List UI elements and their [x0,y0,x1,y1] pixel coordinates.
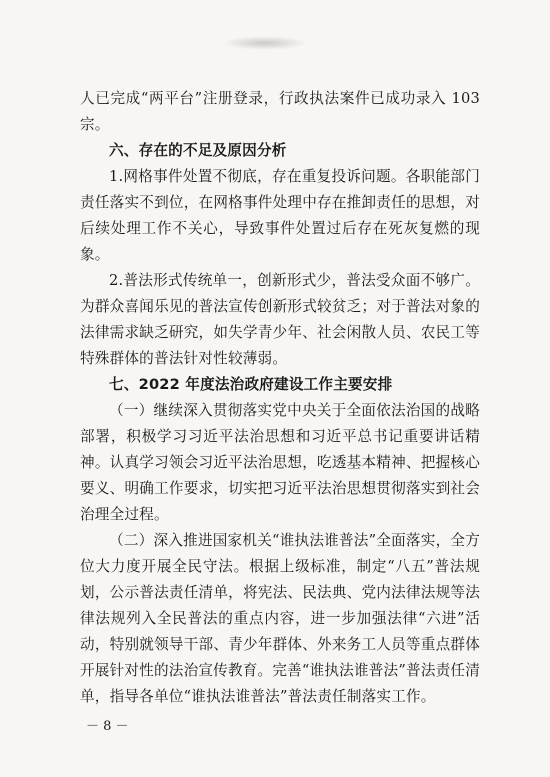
document-body [80,86,480,710]
paragraph-item-1: （一）继续深入贯彻落实党中央关于全面依法治国的战略部署，积极学习习近平法治思想和习近平总书记重要讲话精神。认真学习领会习近平法治思想，吃透基本精神、把握核心要义、明确工作要求，切实把习近平法治思想贯彻落实到社会治理全过程。 [80,402,480,523]
scan-smudge [222,36,308,50]
paragraph-grid-events: 1.网格事件处置不彻底，存在重复投诉问题。各职能部门责任落实不到位，在网格事件处理中存在推卸责任的思想，对后续处理工作不关心，导致事件处置过后存在死灰复燃的现象。 [80,168,480,263]
paragraph-continuation: 人已完成“两平台”注册登录，行政执法案件已成功录入 103 宗。 [80,90,480,133]
paragraph-item-2: （二）深入推进国家机关“谁执法谁普法”全面落实，全方位大力度开展全民守法。根据上级标准，制定“八五”普法规划，公示普法责任清单，将宪法、民法典、党内法律法规等法律法规列入全民普法的重点内容，进一步加强法律“六进”活动，特别就领导干部、青少年群体、外来务工人员等重点群体开展针对性的法治宣传教育。完善“谁执法谁普法”普法责任清单，指导各单位“谁执法谁普法”普法责任制落实工作。 [80,532,480,705]
section-heading-7: 七、2022 年度法治政府建设工作主要安排 [109,376,393,393]
page-number: － 8 － [86,719,129,734]
section-heading-6: 六、存在的不足及原因分析 [109,142,287,159]
paragraph-legal-publicity: 2.普法形式传统单一，创新形式少，普法受众面不够广。为群众喜闻乐见的普法宣传创新形式较贫乏；对于普法对象的法律需求缺乏研究，如失学青少年、社会闲散人员、农民工等特殊群体的普法针对性较薄弱。 [80,272,480,367]
